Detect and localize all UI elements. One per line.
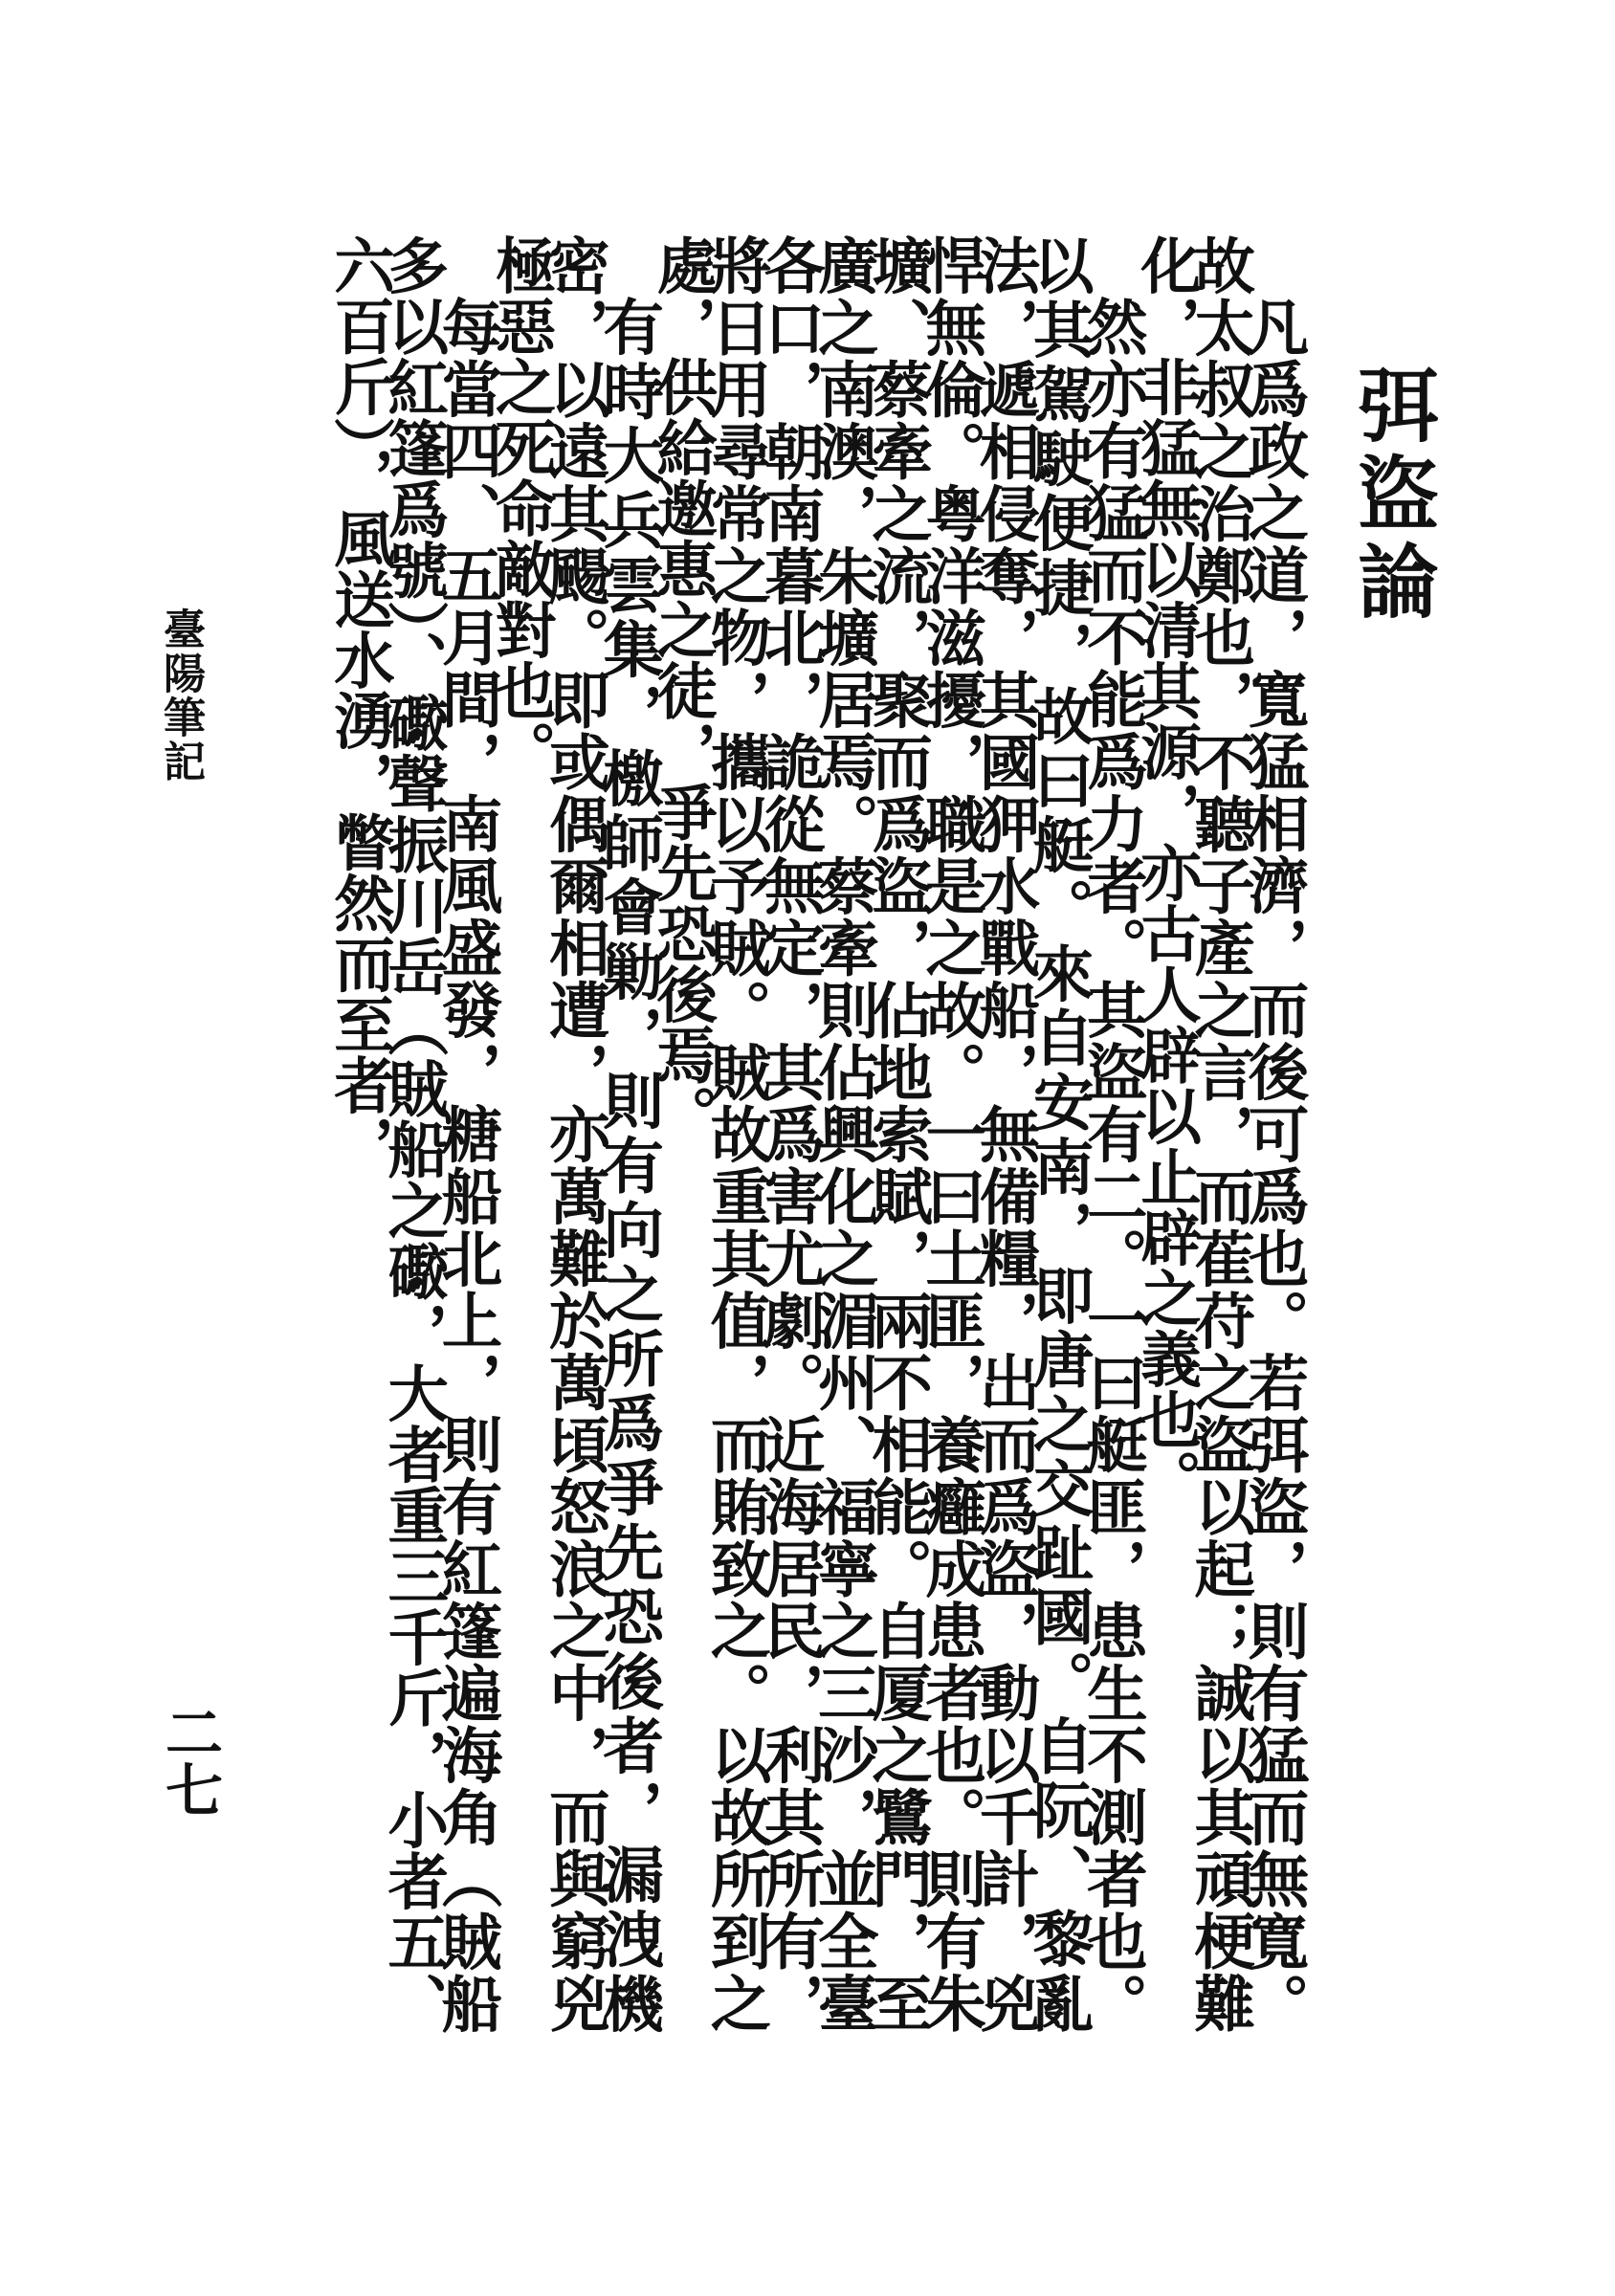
paragraph-4: 每當四、五月間，南風盛發，糖船北上，則有紅篷遍海角（賊船多以紅篷爲號）、礮聲振川岳（賊船之礮，大者重三千斤，小者五、六百斤），風送水湧，瞥然而至者， — [324, 234, 504, 2033]
running-head: 臺陽筆記 — [156, 607, 205, 784]
paragraph-1: 凡爲政之道，寬猛相濟，而後可爲也。若弭盜，則有猛而無寬。故太叔之治鄭也，不聽子產之言，而萑苻之盜以起；誠以其頑梗難化，非猛無以清其源，亦古人辟以止辟之義也。 — [1131, 234, 1311, 2033]
paragraph-2: 然亦有猛而不能爲力者。其盜有二。一曰艇匪，患生不測者也。以其駕駛便捷，故曰艇。來自安南，即唐之交趾國。自阮、黎亂法，遞相侵奪，其國狎水戰船，無備糧，出而爲盜，動以千計，兇悍無倫。粤洋滋擾，職是之故。一曰土匪，養癰成患者也。則有朱壙、蔡牽之流，聚而爲盜，佔地索賦，兩不相能。自厦之鷺門，至廣之南澳，朱壙居焉。蔡牽則佔興化之湄州、福寧之三沙，並全臺各口，朝南暮北，詭從無定，其爲害尤劇。近海居民，利其所有，將日用尋常之物，攜以予賊。賊故重其值，而賄致之。以故所到之處，供給邀惠之徒，爭先恐後焉。 — [647, 234, 1150, 2033]
body-text — [324, 234, 1311, 2033]
page-number: 二七 — [156, 1703, 223, 1818]
paragraph-3: 有時大兵雲集，檄師會勦，則有向之所爲爭先恐後者，漏洩機密，以遠其颺。即或偶爾相遭，亦萬難於萬頃怒浪之中，而與窮兇極惡之死命敵對也。 — [486, 234, 666, 2033]
chapter-title: 弭盜論 — [1345, 364, 1440, 628]
